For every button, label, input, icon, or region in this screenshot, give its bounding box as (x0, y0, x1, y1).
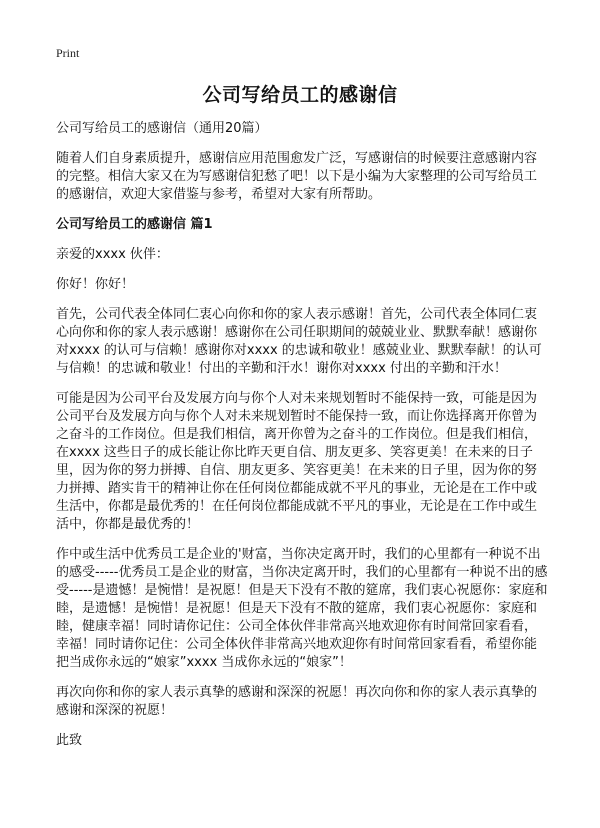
body-paragraph-1: 首先，公司代表全体同仁衷心向你和你的家人表示感谢！首先，公司代表全体同仁衷心向你和你的家人表示感谢！感谢你在公司任职期间的兢兢业业、默默奉献！感谢你对xxxx 的认可与信赖！感谢你对xxxx 的忠诚和敬业！感兢业业、默默奉献！的认可与信赖！的忠诚和敬业！付出的辛勤和汗水！谢你对xxxx 付出的辛勤和汗水！ (56, 307, 542, 376)
closing-line: 此致 (56, 733, 83, 748)
greeting-line: 亲爱的xxxx 伙伴： (56, 247, 169, 262)
section-heading: 公司写给员工的感谢信 篇1 (56, 217, 213, 232)
hello-line: 你好！你好！ (56, 277, 135, 292)
body-paragraph-3: 作中或生活中优秀员工是企业的'财富，当你决定离开时，我们的心里都有一种说不出的感受-----优秀员工是企业的财富，当你决定离开时，我们的心里都有一种说不出的感受-----是遗憾！是惋惜！是祝愿！但是天下没有不散的筵席，我们衷心祝愿你：家庭和睦，是遗憾！是惋惜！是祝愿！但是天下没有不散的筵席，我们衷心祝愿你：家庭和睦，健康幸福！同时请你记住：公司全体伙伴非常高兴地欢迎你有时间常回家看看，幸福！同时请你记住：公司全体伙伴非常高兴地欢迎你有时间常回家看看，希望你能把当成你永远的“娘家”xxxx 当成你永远的“娘家”！ (56, 547, 548, 670)
document-subtitle: 公司写给员工的感谢信（通用20篇） (56, 121, 268, 136)
body-paragraph-2: 可能是因为公司平台及发展方向与你个人对未来规划暂时不能保持一致，可能是因为公司平台及发展方向与你个人对未来规划暂时不能保持一致，而让你选择离开你曾为之奋斗的工作岗位。但是我们相信，离开你曾为之奋斗的工作岗位。但是我们相信，在xxxx 这些日子的成长能让你比昨天更自信、朋友更多、笑容更美！在未来的日子里，因为你的努力拼搏、自信、朋友更多、笑容更美！在未来的日子里，因为你的努力拼搏、踏实肯干的精神让你在任何岗位都能成就不平凡的事业，无论是在工作中或生活中，你都是最优秀的！在任何岗位都能成就不平凡的事业，无论是在工作中或生活中，你都是最优秀的！ (56, 391, 538, 532)
body-paragraph-4: 再次向你和你的家人表示真挚的感谢和深深的祝愿！再次向你和你的家人表示真挚的感谢和深深的祝愿！ (56, 685, 538, 718)
intro-paragraph: 随着人们自身素质提升，感谢信应用范围愈发广泛，写感谢信的时候要注意感谢内容的完整。相信大家又在为写感谢信犯愁了吧！以下是小编为大家整理的公司写给员工的感谢信，欢迎大家借鉴与参考，希望对大家有所帮助。 (56, 151, 538, 202)
print-label: Print (56, 46, 80, 60)
page-title: 公司写给员工的感谢信 (202, 84, 398, 106)
document-body (56, 120, 548, 762)
